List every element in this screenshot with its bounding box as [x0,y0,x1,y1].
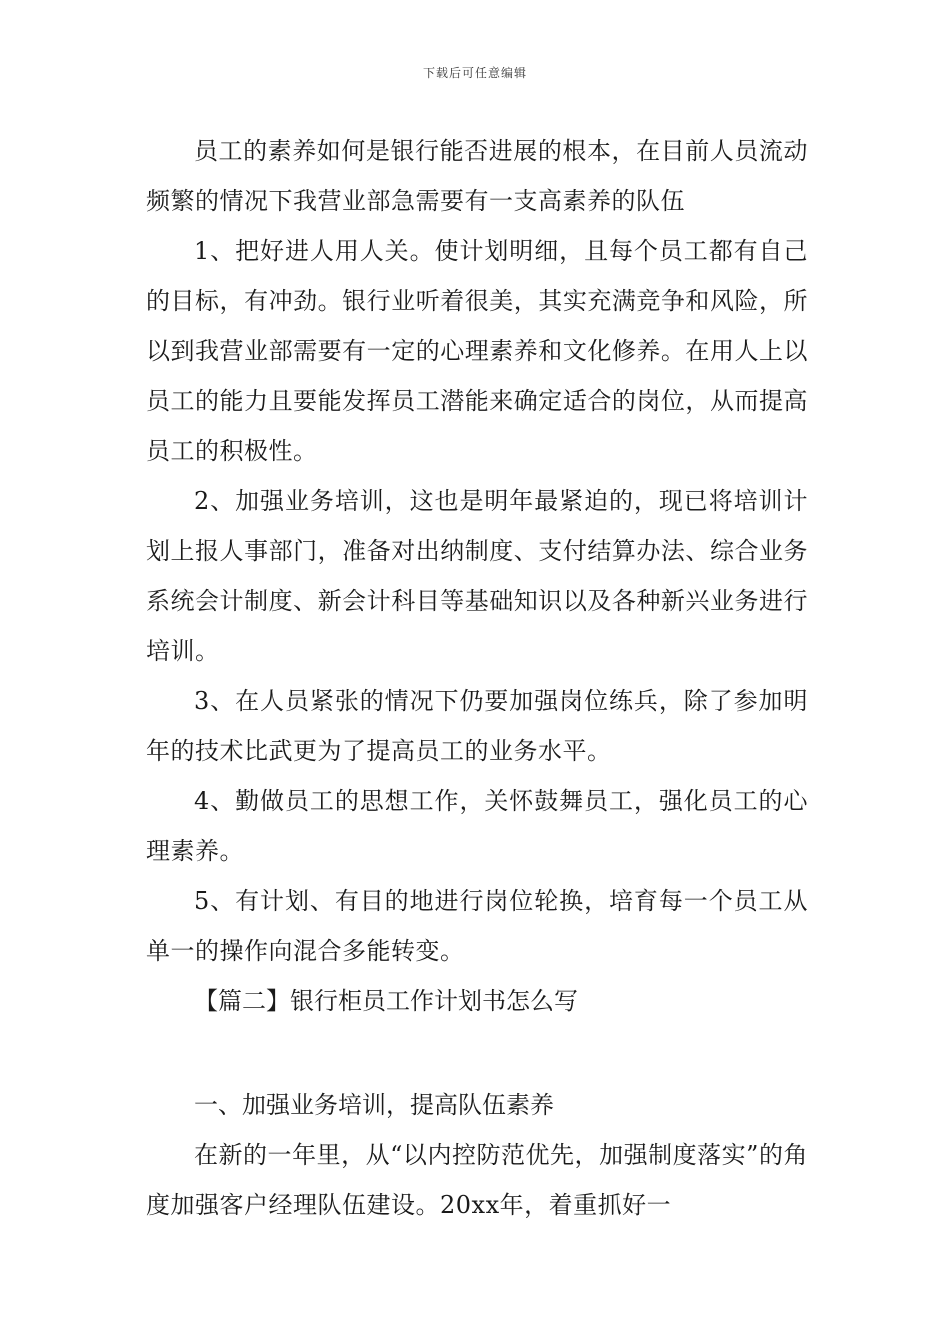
section-title: 【篇二】银行柜员工作计划书怎么写 [194,987,578,1015]
paragraph-intro: 员工的素养如何是银行能否进展的根本，在目前人员流动频繁的情况下我营业部急需要有一支高素养的队伍 [146,137,808,215]
section-subheading: 一、加强业务培训，提高队伍素养 [194,1091,554,1119]
paragraph-item-1: 1、把好进人用人关。使计划明细，且每个员工都有自己的目标，有冲劲。银行业听着很美，其实充满竞争和风险，所以到我营业部需要有一定的心理素养和文化修养。在用人上以员工的能力且要能发挥员工潜能来确定适合的岗位，从而提高员工的积极性。 [146,237,808,465]
paragraph-item-3: 3、在人员紧张的情况下仍要加强岗位练兵，除了参加明年的技术比武更为了提高员工的业务水平。 [146,687,808,765]
document-body [146,126,808,1230]
page-header: 下载后可任意编辑 [422,66,527,80]
paragraph-item-5: 5、有计划、有目的地进行岗位轮换，培育每一个员工从单一的操作向混合多能转变。 [146,887,808,965]
paragraph-item-4: 4、勤做员工的思想工作，关怀鼓舞员工，强化员工的心理素养。 [146,787,808,865]
paragraph-section2: 在新的一年里，从“以内控防范优先，加强制度落实”的角度加强客户经理队伍建设。20xx年，着重抓好一 [146,1141,808,1219]
section-spacer [146,1026,808,1080]
paragraph-item-2: 2、加强业务培训，这也是明年最紧迫的，现已将培训计划上报人事部门，准备对出纳制度、支付结算办法、综合业务系统会计制度、新会计科目等基础知识以及各种新兴业务进行培训。 [146,487,808,665]
